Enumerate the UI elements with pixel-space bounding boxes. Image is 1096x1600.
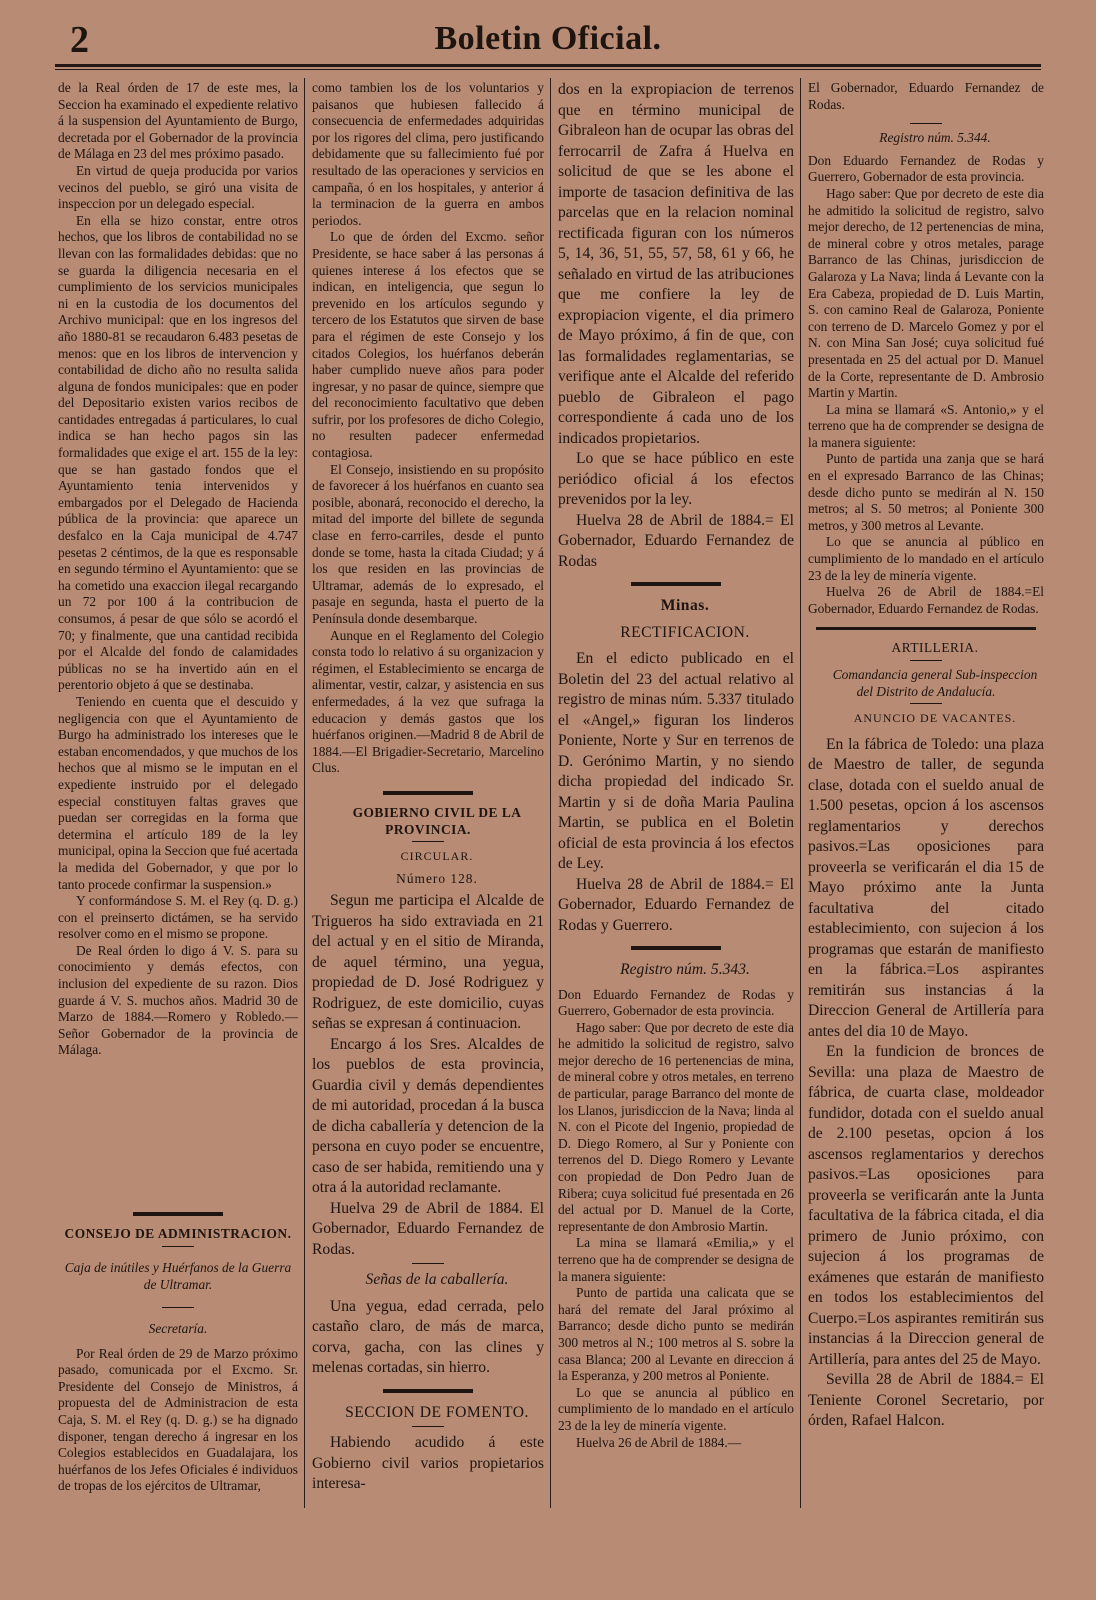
paragraph: Hago saber: Que por decreto de este dia he admitido la solicitud de registro, salvo mejor derecho de 16 pertenencias de mina, de mineral cobre y otros metales, en terreno de particular, parage Barranco del monte de los Llanos, jurisdiccion de la Nava; linda al N. con el Picote del Ingenio, propiedad de D. Diego Romero, al Sur y Poniente con terrenos del D. Diego Romero y Levante con propiedad de Don Pedro Juan de Ribera; cuya solicitud fué presentada en 26 del actual por D. Manuel de la Corte, representante de don Ambrosio Martin. [558, 1019, 794, 1234]
secretaria-heading: Secretaría. [148, 1320, 208, 1336]
paragraph: Punto de partida una zanja que se hará en el expresado Barranco de las Chinas; desde dicho punto se medirán al N. 150 metros; al S. 50 metros; al Poniente 300 metros, y 300 metros al Levante. [808, 451, 1044, 533]
section-separator [631, 946, 721, 950]
fomento-heading: SECCION DE FOMENTO. [345, 1403, 529, 1421]
senas-heading: Señas de la caballería. [365, 1271, 509, 1289]
masthead-title: Boletin Oficial. [434, 20, 662, 57]
section-separator [631, 582, 721, 586]
paragraph: Lo que se hace público en este periódico oficial á los efectos prevenidos por la ley. [558, 450, 794, 508]
column-3 [558, 80, 794, 1500]
column-divider [304, 78, 305, 1508]
paragraph: Hago saber: Que por decreto de este dia he admitido la solicitud de registro, salvo mejor derecho, de 12 pertenencias de mina, de mineral cobre y otros metales, parage Barranco de las Chinas, jurisdiccion de Galaroza y La Nava; linda á Levante con la Era Cabeza, propiedad de D. Luis Martin, S. con camino Real de Galaroza, Poniente con terreno de D. Marcelo Gomez y por el N. con Mina San José; cuya solicitud fué presentada en 25 del actual por D. Manuel de la Corte, representante de D. Ambrosio Martin y Martin. [808, 185, 1044, 401]
paragraph: Huelva 26 de Abril de 1884.— [576, 1434, 742, 1450]
paragraph: La mina se llamará «Emilia,» y el terreno que ha de comprender se designa de la manera siguiente: [558, 1235, 794, 1284]
registro-heading: Registro núm. 5.344. [879, 130, 991, 146]
paragraph: Don Eduardo Fernandez de Rodas y Guerrero, Gobernador de esta provincia. [558, 986, 794, 1019]
paragraph: En ella se hizo constar, entre otros hechos, que los libros de contabilidad no se llevan con las formalidades debidas: que no se guarda la diligencia necesaria en el cumplimiento de los servicios municipales ni en la custodia de los documentos del Archivo municipal: que en los ingresos del año 1880-81 se recaudaron 6.483 pesetas de menos: que en los libros de intervencion y contabilidad de dicho año no resulta salida alguna de fondos municipales: que en poder del Depositario existen varios recibos de cantidades entregadas á particulares, lo cual indica se han hecho pagos sin las formalidades que exige el art. 155 de la ley: que se han gastado fondos que el Ayuntamiento tenia intervenidos y embargados por el Delegado de Hacienda pública de la provincia: que aparece un desfalco en la Caja municipal de 4.747 pesetas 2 céntimos, de la que es responsable en segundo término el Ayuntamiento: que se ha cometido una exaccion ilegal recargando un 72 por 100 á la contribucion de consumos, á pesar de que sólo se acordó el 70; y finalmente, que una cantidad recibida por el Alcalde del fondo de calamidades públicas no se ha invertido aún en el perentorio objeto á que se destinaba. [58, 212, 298, 693]
dash-rule [910, 660, 942, 661]
paragraph: En el edicto publicado en el Boletin del 23 del actual relativo al registro de minas núm. 5.337 titulado el «Angel,» figuran los linderos Poniente, Norte y Sur en terrenos de D. Gerónimo Martin, y no siendo dicha propiedad del indicado Sr. Martin y si de doña Maria Paulina Martin, se publica en el Boletin oficial de esta provincia á los efectos de Ley. [558, 650, 794, 872]
paragraph: Lo que se anuncia al público en cumplimiento de lo mandado en el artículo 23 de la ley de minería vigente. [558, 1384, 794, 1433]
header-rule-thin [55, 69, 1041, 70]
paragraph: Lo que de órden del Excmo. señor Presidente, se hace saber á las personas á quienes interese á los efectos que se indican, en inteligencia, que segun lo prevenido en los artículos segundo y tercero de los Estatutos que sirven de base para el régimen de este Consejo y los citados Colegios, los huérfanos deberán haber cumplido nueve años para poder ingresar, y no pasar de quince, siempre que del reconocimiento facultativo que deben sufrir, por los profesores de dicho Colegio, no resulten padecer enfermedad contagiosa. [312, 229, 544, 461]
header-rule [55, 64, 1041, 67]
anuncio-heading: ANUNCIO DE VACANTES. [853, 711, 1017, 726]
paragraph: de la Real órden de 17 de este mes, la Seccion ha examinado el expediente relativo á la suspension del Ayuntamiento de Burgo, decretada por el Gobernador de la provincia de Málaga en 23 del mes próximo pasado. [58, 80, 298, 162]
paragraph: Una yegua, edad cerrada, pelo castaño claro, de más de marca, corva, gacha, con las clines y melenas cortadas, sin hierro. [312, 1297, 544, 1377]
paragraph: Y conformándose S. M. el Rey (q. D. g.) con el preinserto dictámen, se ha servido resolver como en el mismo se propone. [58, 893, 298, 942]
paragraph: Don Eduardo Fernandez de Rodas y Guerrero, Gobernador de esta provincia. [808, 152, 1044, 185]
rectificacion-heading: RECTIFICACION. [620, 623, 750, 641]
paragraph: Segun me participa el Alcalde de Trigueros ha sido extraviada en 21 del actual y en el sitio de Miranda, de aquel término, una yegua, propiedad de D. José Rodriguez y Rodriguez, de este domicilio, cuyas señas se expresan á continuacion. [312, 892, 544, 1033]
paragraph: Aunque en el Reglamento del Colegio consta todo lo relativo á su organizacion y régimen, el Establecimiento se encarga de alimentar, vestir, calzar, y asistencia en sus enfermedades, á la vez que sufraga la educacion y demás gastos que los huérfanos originen.—Madrid 8 de Abril de 1884.—El Brigadier-Secretario, Marcelino Clus. [312, 627, 544, 776]
section-separator [383, 1389, 473, 1393]
paragraph: como tambien los de los voluntarios y paisanos que hubiesen fallecido á consecuencia de enfermedades adquiridas por los rigores del clima, pero justificando debidamente que su fallecimiento fué por resultado de las operaciones y servicios en campaña, ó en los hospitales, y anterior á la terminacion de la guerra en ambos periodos. [312, 80, 544, 228]
section-separator [133, 1212, 223, 1216]
paragraph: Teniendo en cuenta que el descuido y negligencia con que el Ayuntamiento de Burgo ha administrado los intereses que le estaban encomendados, y que muchos de los hechos que al mismo se le imputan en el expediente instruido por el delegado especial constituyen faltas graves que puedan ser corregidas en la forma que determina el artículo 189 de la ley municipal, opina la Seccion que fué acertada la medida del Gobernador, y que por lo tanto procede confirmar la suspension.» [58, 693, 298, 892]
paragraph: Lo que se anuncia al público en cumplimiento de lo mandado en el artículo 23 de la ley de minería vigente. [808, 534, 1044, 583]
paragraph: En la fábrica de Toledo: una plaza de Maestro de taller, de segunda clase, dotada con el sueldo anual de 1.500 pesetas, opcion á los ascensos reglamentarios y derechos pasivos.=Las oposiciones para proveerla se verificarán el dia 15 de Mayo próximo ante la Junta facultativa del citado establecimiento, con sujecion á los programas que estarán de manifiesto en la fábrica.=Los aspirantes remitirán sus instancias á la Direccion General de Artillería para antes del dia 10 de Mayo. [808, 735, 1044, 1040]
paragraph: Sevilla 28 de Abril de 1884.= El Teniente Coronel Secretario, por órden, Rafael Halcon. [808, 1371, 1044, 1430]
section-heading: GOBIERNO CIVIL DE LA PROVINCIA. [352, 804, 522, 837]
section-separator [816, 627, 1036, 630]
paragraph: En virtud de queja producida por varios vecinos del pueblo, se giró una visita de inspeccion por un delegado especial. [58, 162, 298, 212]
dash-rule [412, 841, 444, 842]
paragraph: Huelva 26 de Abril de 1884.=El Gobernador, Eduardo Fernandez de Rodas. [808, 584, 1044, 616]
paragraph: Punto de partida una calicata que se hará del remate del Jaral próximo al Barranco; desde dicho punto se medirán 300 metros al N.; 100 metros al S. sobre la casa Blanca; 200 al Levante en direccion á la Esperanza, y 200 metros al Poniente. [558, 1285, 794, 1384]
artilleria-heading: ARTILLERIA. [891, 640, 979, 656]
page-number: 2 [70, 19, 89, 61]
section-heading: CONSEJO DE ADMINISTRACION. [64, 1226, 292, 1241]
paragraph: dos en la expropiacion de terrenos que en término municipal de Gibraleon han de ocupar las obras del ferrocarril de Zafra á Huelva en solicitud de que se les abone el importe de tasacion definitiva de las parcelas que en la relacion nominal rectificada figuran con los números 5, 14, 36, 51, 55, 57, 58, 61 y 66, he señalado en virtud de las atribuciones que me confiere la ley de expropiacion vigente, el dia primero de Mayo próximo, á fin de que, con las formalidades reglamentarias, se verifique ante el Alcalde del referido pueblo de Gibraleon el pago correspondiente á cada uno de los indicados propietarios. [558, 81, 794, 447]
subsection-heading: Caja de inútiles y Huérfanos de la Guerra de Ultramar. [64, 1259, 292, 1292]
dash-rule [162, 1246, 194, 1247]
column-1-bottom [58, 1212, 298, 1512]
paragraph: En la fundicion de bronces de Sevilla: una plaza de Maestro de fábrica, de cuarta clase, moldeador fundidor, dotada con el sueldo anual de 2.100 pesetas, opcion á los ascensos reglamentarios y derechos pasivos.=Las oposiciones para proveerla se verificarán ante la Junta facultativa de la fábrica citada, el dia primero de Junio próximo, con sujecion á los programas de exámenes que estarán de manifiesto en todos los establecimientos del Cuerpo.=Los aspirantes remitirán sus instancias á la Direccion general de Artillería, para antes del 25 de Mayo. [808, 1043, 1044, 1368]
section-separator [383, 791, 473, 795]
registro-heading: Registro núm. 5.343. [620, 961, 750, 978]
column-2 [312, 80, 544, 1500]
dash-rule [910, 703, 942, 704]
column-divider [550, 78, 551, 1508]
paragraph: Encargo á los Sres. Alcaldes de los pueblos de esta provincia, Guardia civil y demás dependientes de mi autoridad, procedan á la busca de dicha caballería y detencion de la persona en cuyo poder se encuentre, caso de ser habida, remitiendo una y otra á la autoridad reclamante. [312, 1035, 544, 1197]
paragraph: El Gobernador, Eduardo Fernandez de Rodas. [808, 80, 1044, 112]
circular-heading: CIRCULAR. [400, 849, 474, 864]
dash-rule [162, 1307, 194, 1308]
paragraph: Habiendo acudido á este Gobierno civil varios propietarios interesa- [312, 1434, 544, 1493]
paragraph: Huelva 28 de Abril de 1884.= El Gobernador, Eduardo Fernandez de Rodas [558, 511, 794, 570]
numero-heading: Número 128. [396, 870, 478, 886]
column-divider [800, 78, 801, 1508]
dash-rule [412, 1426, 444, 1427]
paragraph: De Real órden lo digo á V. S. para su conocimiento y demás efectos, con inclusion del expediente de su razon. Dios guarde á V. S. muchos años. Madrid 30 de Marzo de 1884.—Romero y Robledo.—Señor Gobernador de la provincia de Málaga. [58, 942, 298, 1058]
paragraph: La mina se llamará «S. Antonio,» y el terreno que ha de comprender se designa de la manera siguiente: [808, 401, 1044, 450]
paragraph: Huelva 28 de Abril de 1884.= El Gobernador, Eduardo Fernandez de Rodas y Guerrero. [558, 875, 794, 934]
column-4 [808, 80, 1044, 1500]
paragraph: El Consejo, insistiendo en su propósito de favorecer á los huérfanos en cuanto sea posible, abonará, reconocido el derecho, la mitad del importe del billete de segunda clase en ferro-carriles, desde el punto donde se tome, hasta la citada Ciudad; y á los que residen en las provincias de Ultramar, además de lo expresado, el pasaje en segunda, hasta el puerto de la Península donde desembarque. [312, 461, 544, 626]
dash-rule [910, 123, 942, 124]
comandancia-heading: Comandancia general Sub-inspeccion del Distrito de Andalucía. [832, 667, 1038, 699]
paragraph: Por Real órden de 29 de Marzo próximo pasado, comunicada por el Excmo. Sr. Presidente del Consejo de Ministros, á propuesta del de Administracion de esta Caja, S. M. el Rey (q. D. g.) se ha dignado disponer, tengan derecho á ingresar en los Colegios establecidos en Guadalajara, los huérfanos de los Jefes Oficiales é individuos de tropas de los ejércitos de Ultramar, [58, 1345, 298, 1494]
dash-rule [412, 1263, 444, 1264]
column-1 [58, 80, 298, 1190]
paragraph: Huelva 29 de Abril de 1884. El Gobernador, Eduardo Fernandez de Rodas. [312, 1199, 544, 1258]
minas-heading: Minas. [660, 597, 710, 614]
